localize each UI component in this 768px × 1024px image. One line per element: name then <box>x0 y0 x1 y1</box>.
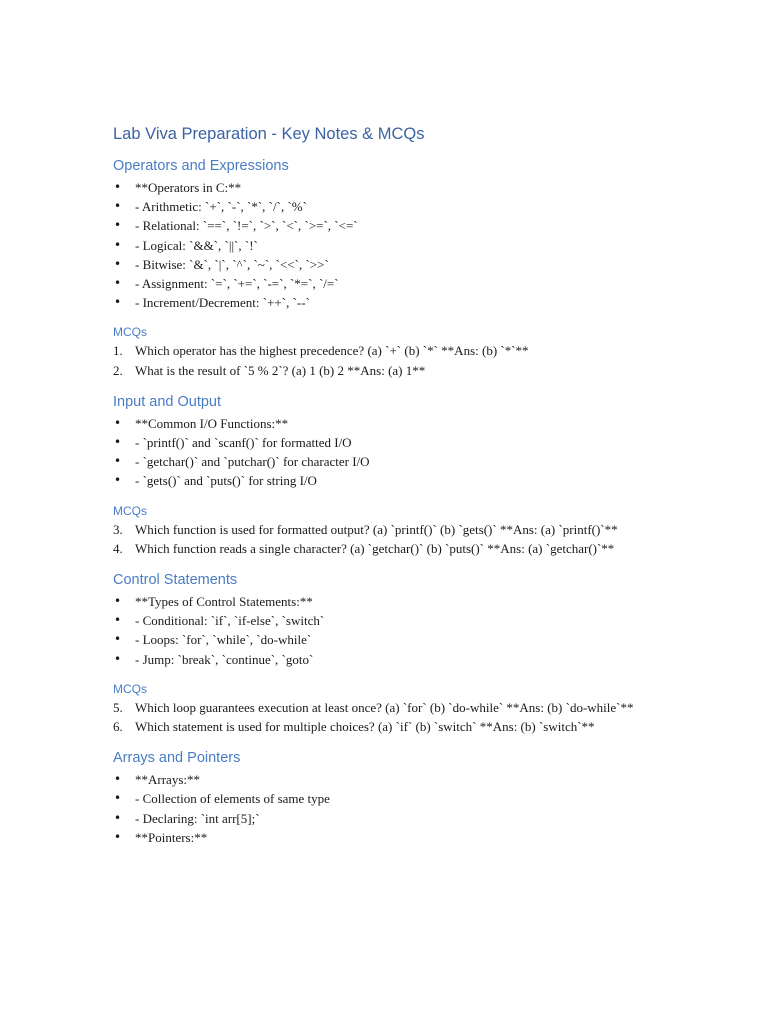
list-item: • - `getchar()` and `putchar()` for character I/O <box>113 452 648 471</box>
bullet-icon: • <box>114 256 122 271</box>
bullet-icon: • <box>114 180 122 194</box>
list-item: • - Bitwise: `&`, `|`, `^`, `~`, `<<`, `>>` <box>113 255 648 274</box>
section-heading: Arrays and Pointers <box>113 750 241 767</box>
list-item: • **Pointers:** <box>113 828 648 847</box>
list-item: • **Operators in C:** <box>113 178 648 197</box>
section-input-output <box>113 394 648 558</box>
bullet-icon: • <box>114 613 122 628</box>
bullet-icon: • <box>114 651 122 666</box>
mcq-item <box>113 539 648 558</box>
bullet-icon: • <box>114 810 122 825</box>
bullet-icon: • <box>114 237 122 252</box>
mcq-item <box>113 698 648 717</box>
list-item: • **Arrays:** <box>113 770 648 789</box>
mcq-text: Which function is used for formatted output? (a) `printf()` (b) `gets()` **Ans: (a) `printf()`** <box>135 521 618 537</box>
list-item: • - Loops: `for`, `while`, `do-while` <box>113 630 648 649</box>
bullet-list <box>113 592 648 669</box>
bullet-icon: • <box>114 295 122 310</box>
list-item: • - Jump: `break`, `continue`, `goto` <box>113 650 648 669</box>
list-item: • - `printf()` and `scanf()` for formatted I/O <box>113 433 648 452</box>
list-item: • **Types of Control Statements:** <box>113 592 648 611</box>
mcq-item <box>113 717 648 736</box>
mcq-text: Which loop guarantees execution at least once? (a) `for` (b) `do-while` **Ans: (b) `do-while`** <box>135 699 634 715</box>
mcq-heading: MCQs <box>113 681 147 696</box>
bullet-icon: • <box>114 772 122 787</box>
mcq-item <box>113 520 648 539</box>
mcq-text: What is the result of `5 % 2`? (a) 1 (b) 2 **Ans: (a) 1** <box>135 362 426 378</box>
mcq-list <box>113 341 648 379</box>
bullet-icon: • <box>114 218 122 233</box>
section-heading: Control Statements <box>113 572 238 589</box>
section-heading: Input and Output <box>113 393 222 410</box>
section-control-statements <box>113 572 648 736</box>
bullet-icon: • <box>114 454 122 469</box>
bullet-icon: • <box>114 473 122 488</box>
mcq-text: Which statement is used for multiple choices? (a) `if` (b) `switch` **Ans: (b) `switch`** <box>135 719 595 735</box>
list-item: • - Assignment: `=`, `+=`, `-=`, `*=`, `/=` <box>113 274 648 293</box>
section-operators <box>113 158 648 380</box>
mcq-number: 1. <box>113 343 123 359</box>
mcq-heading: MCQs <box>113 325 147 340</box>
list-item: • - Arithmetic: `+`, `-`, `*`, `/`, `%` <box>113 197 648 216</box>
bullet-list <box>113 178 648 312</box>
list-item: • - `gets()` and `puts()` for string I/O <box>113 471 648 490</box>
section-heading: Operators and Expressions <box>113 158 289 174</box>
bullet-icon: • <box>114 435 122 450</box>
list-item: • - Collection of elements of same type <box>113 789 648 808</box>
bullet-icon: • <box>114 199 122 214</box>
mcq-number: 6. <box>113 719 123 735</box>
list-item: • - Logical: `&&`, `||`, `!` <box>113 236 648 255</box>
list-item: • - Conditional: `if`, `if-else`, `switch` <box>113 611 648 630</box>
mcq-text: Which function reads a single character? (a) `getchar()` (b) `puts()` **Ans: (a) `getchar()`** <box>135 540 615 556</box>
bullet-icon: • <box>114 791 122 806</box>
mcq-text: Which operator has the highest precedence? (a) `+` (b) `*` **Ans: (b) `*`** <box>135 343 529 359</box>
bullet-icon: • <box>114 829 122 844</box>
bullet-list <box>113 414 648 491</box>
mcq-item <box>113 361 648 380</box>
bullet-icon: • <box>114 594 122 609</box>
mcq-number: 2. <box>113 362 123 378</box>
list-item: • **Common I/O Functions:** <box>113 414 648 433</box>
section-arrays-pointers <box>113 750 648 847</box>
bullet-icon: • <box>114 632 122 647</box>
list-item: • - Declaring: `int arr[5];` <box>113 809 648 828</box>
mcq-heading: MCQs <box>113 503 147 518</box>
document-title: Lab Viva Preparation - Key Notes & MCQs <box>113 125 425 143</box>
bullet-list <box>113 770 648 847</box>
mcq-list <box>113 698 648 736</box>
mcq-item <box>113 341 648 360</box>
list-item: • - Increment/Decrement: `++`, `--` <box>113 293 648 312</box>
bullet-icon: • <box>114 415 122 430</box>
list-item: • - Relational: `==`, `!=`, `>`, `<`, `>=`, `<=` <box>113 216 648 235</box>
mcq-number: 5. <box>113 699 123 715</box>
bullet-icon: • <box>114 276 122 291</box>
mcq-list <box>113 520 648 558</box>
mcq-number: 3. <box>113 521 123 537</box>
mcq-number: 4. <box>113 540 123 556</box>
